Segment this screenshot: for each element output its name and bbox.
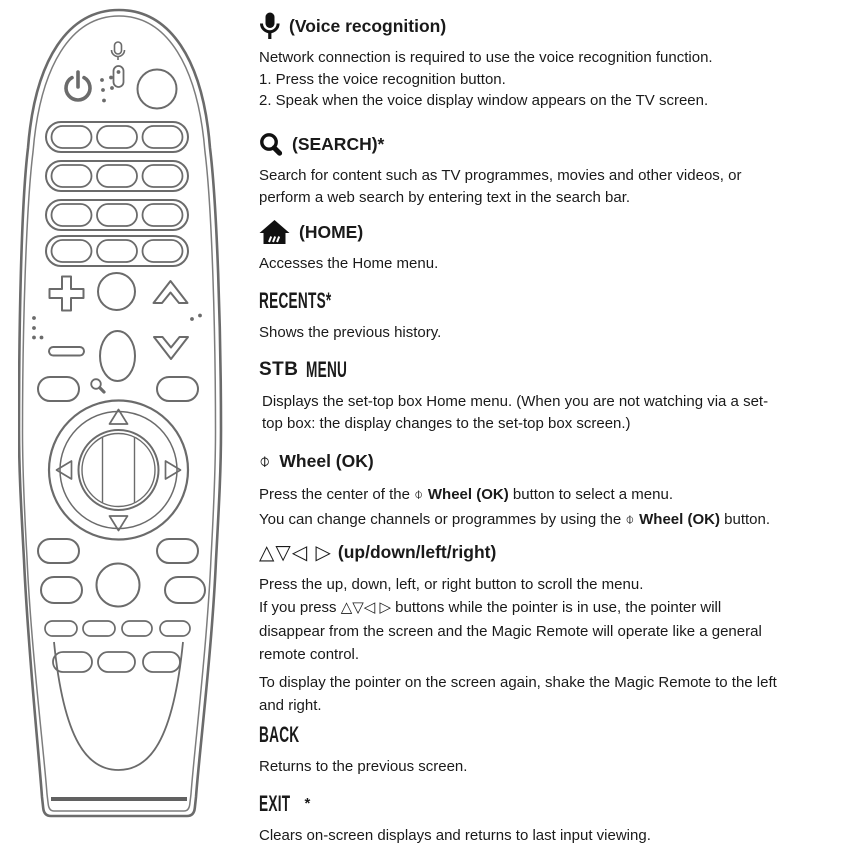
- speaker-dots-right: [190, 314, 202, 321]
- voice-oval-button: [100, 331, 135, 381]
- lower-right-button: [165, 577, 205, 603]
- section-up-down-left-right: [259, 539, 844, 717]
- wheel-ok-button: [79, 430, 159, 510]
- manual-text-column: [259, 0, 844, 850]
- microphone-icon: [259, 11, 280, 41]
- body-line: Displays the set-top box Home menu. (When you are not watching via a set-: [262, 393, 769, 410]
- volume-up-button: [50, 277, 84, 311]
- exit-heading: [259, 791, 844, 817]
- speaker-dots-top: [100, 76, 114, 103]
- body-line: If you press △▽◁ ▷ buttons while the pointer is in use, the pointer will: [259, 599, 722, 617]
- stb-menu-heading: [259, 357, 844, 383]
- section-recents: [259, 288, 844, 345]
- body-line: Press the center of the ⌽ Wheel (OK) button to select a menu.: [259, 485, 673, 503]
- search-body: [259, 165, 844, 209]
- top-mic-icon: [112, 42, 125, 60]
- section-back: [259, 722, 844, 779]
- body-line: Press the up, down, left, or right button to scroll the menu.: [259, 576, 644, 593]
- section-home: [259, 219, 844, 276]
- section-stb-menu: [259, 357, 844, 435]
- heading-label: (Voice recognition): [289, 16, 447, 36]
- section-search: [259, 131, 844, 209]
- section-voice-recognition: [259, 13, 844, 112]
- bottom-curve: [54, 642, 183, 770]
- channel-up-button: [154, 281, 188, 303]
- lower-left-button: [41, 577, 82, 603]
- heading-label: (HOME): [299, 222, 364, 242]
- mic-indicator-button: [114, 66, 124, 87]
- heading-label: RECENTS*: [259, 288, 332, 313]
- body-line: Network connection is required to use the voice recognition function.: [259, 49, 713, 66]
- wheel-icon: ⌽: [259, 450, 271, 472]
- exit-body: [259, 825, 844, 848]
- heading-label: (up/down/left/right): [337, 542, 497, 562]
- body-line: top box: the display changes to the set-top box screen.): [262, 415, 631, 432]
- heading-asterisk: *: [304, 795, 311, 812]
- body-line: perform a web search by entering text in the search bar.: [259, 189, 631, 206]
- home-body: [259, 253, 844, 276]
- bottom-pill-row: [53, 652, 180, 672]
- body-line: 2. Speak when the voice display window appears on the TV screen.: [259, 92, 709, 109]
- dpad-ring: [49, 401, 188, 540]
- heading-label: EXIT: [259, 791, 291, 816]
- right-pill-button: [157, 377, 198, 401]
- wheel-ok-heading: [259, 448, 844, 474]
- body-line: Shows the previous history.: [259, 324, 442, 341]
- body-line: Returns to the previous screen.: [259, 758, 468, 775]
- section-exit: [259, 791, 844, 848]
- power-button-icon: [66, 72, 90, 100]
- number-button-row-1: [46, 122, 188, 152]
- search-icon: [259, 132, 283, 157]
- back-pill-button: [38, 539, 79, 563]
- top-right-round-button: [138, 70, 177, 109]
- heading-label: (SEARCH)*: [292, 134, 385, 154]
- stb-body: [259, 391, 844, 435]
- small-pill-row: [45, 621, 190, 636]
- dpad-heading: [259, 539, 844, 565]
- body-line: disappear from the screen and the Magic Remote will operate like a general: [259, 622, 762, 640]
- heading-label-menu: MENU: [305, 357, 347, 382]
- search-indicator-icon: [91, 379, 104, 392]
- number-button-row-2: [46, 161, 188, 191]
- volume-down-button: [49, 347, 84, 356]
- body-line: To display the pointer on the screen again, shake the Magic Remote to the left: [259, 673, 777, 691]
- home-icon: [259, 219, 290, 245]
- speaker-dots-left: [32, 316, 43, 339]
- number-button-row-4: [46, 236, 188, 266]
- heading-label: BACK: [259, 722, 300, 747]
- lower-center-round-button: [97, 564, 140, 607]
- dpad-triangles-icon: △▽◁ ▷: [259, 540, 332, 564]
- center-round-button: [98, 273, 135, 310]
- number-button-row-3: [46, 200, 188, 230]
- exit-pill-button: [157, 539, 198, 563]
- body-line: and right.: [259, 697, 322, 715]
- back-heading: [259, 722, 844, 748]
- body-line: Accesses the Home menu.: [259, 255, 439, 272]
- voice-recognition-heading: [259, 13, 844, 39]
- recents-heading: [259, 288, 844, 314]
- search-heading: [259, 131, 844, 157]
- remote-illustration: [18, 0, 228, 850]
- home-heading: [259, 219, 844, 245]
- channel-down-button: [154, 337, 188, 359]
- body-line: remote control.: [259, 646, 360, 664]
- heading-label: Wheel (OK): [279, 451, 374, 471]
- magic-remote-drawing: [18, 0, 228, 850]
- body-line: Clears on-screen displays and returns to last input viewing.: [259, 827, 651, 844]
- heading-label-stb: STB: [259, 359, 299, 380]
- dpad-left-triangle-icon: [57, 461, 72, 479]
- wheel-body: [259, 482, 844, 532]
- body-line: 1. Press the voice recognition button.: [259, 70, 506, 88]
- body-line: You can change channels or programmes by using the ⌽ Wheel (OK) button.: [259, 510, 771, 528]
- left-pill-button: [38, 377, 79, 401]
- back-body: [259, 756, 844, 779]
- body-line: Search for content such as TV programmes, movies and other videos, or: [259, 167, 742, 184]
- section-wheel-ok: [259, 448, 844, 532]
- voice-body: [259, 47, 844, 112]
- dpad-right-triangle-icon: [166, 461, 181, 479]
- recents-body: [259, 322, 844, 345]
- dpad-body: [259, 573, 844, 717]
